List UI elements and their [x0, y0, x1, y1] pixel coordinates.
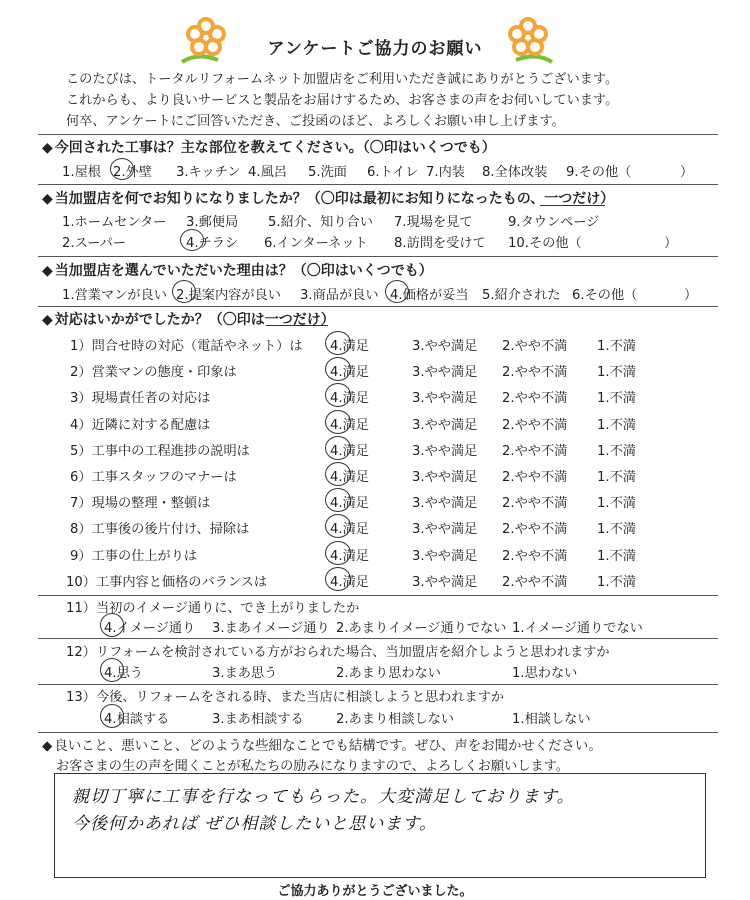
q2-opt-7[interactable]: 7.現場を見て — [394, 215, 473, 230]
q4-item-1-opt-3[interactable]: 3.やや満足 — [412, 339, 478, 354]
q3-opt-5[interactable]: 5.紹介された — [482, 288, 561, 303]
q4-item-3-opt-1[interactable]: 1.不満 — [597, 391, 636, 406]
q4-item-10-opt-4[interactable]: 4.満足 — [330, 575, 369, 590]
q2-opt-9[interactable]: 9.タウンページ — [508, 215, 600, 230]
q1-opt-6[interactable]: 6.トイレ — [367, 165, 419, 180]
q4-item-5-opt-4[interactable]: 4.満足 — [330, 444, 369, 459]
q2-heading: 当加盟店を何でお知りになりましたか？ — [54, 191, 307, 207]
footer-thanks: ご協力ありがとうございました。 — [277, 884, 473, 899]
q3-note: （〇印はいくつでも） — [292, 263, 433, 279]
q1-note: （〇印はいくつでも） — [362, 140, 496, 156]
q2-opt-4[interactable]: 4.チラシ — [186, 236, 239, 251]
q1-opt-5[interactable]: 5.洗面 — [308, 165, 347, 180]
intro-line-1: このたびは、トータルリフォームネット加盟店をご利用いただき誠にありがとうございます。 — [66, 72, 619, 87]
q4-item-4-opt-2[interactable]: 2.やや不満 — [502, 418, 568, 433]
q4-item-6-answer-circle — [325, 462, 351, 486]
q4-item-2-opt-2[interactable]: 2.やや不満 — [502, 365, 568, 380]
q11-opt-4[interactable]: 4.イメージ通り — [104, 621, 196, 636]
q4-item-4-opt-4[interactable]: 4.満足 — [330, 418, 369, 433]
q1-opt-3[interactable]: 3.キッチン — [176, 165, 241, 180]
q2-note: （〇印は最初にお知りになったもの、一つだけ） — [306, 191, 615, 207]
q2-opt-5[interactable]: 5.紹介、知り合い — [268, 215, 373, 230]
q4-item-5-opt-1[interactable]: 1.不満 — [597, 444, 636, 459]
q4-item-3-answer-circle — [325, 383, 351, 407]
q4-item-7-opt-1[interactable]: 1.不満 — [597, 496, 636, 511]
q4-item-7-answer-circle — [325, 488, 351, 512]
q4-item-label: 10）工事内容と価格のバランスは — [66, 575, 268, 590]
q3-opt-6-close: ） — [684, 288, 698, 303]
q4-item-label: 3）現場責任者の対応は — [70, 391, 211, 406]
q2-note-underline — [540, 205, 605, 206]
q2-opt-3[interactable]: 3.郵便局 — [186, 215, 239, 230]
q3-opt-1[interactable]: 1.営業マンが良い — [62, 288, 167, 303]
q4-item-1-answer-circle — [325, 331, 351, 355]
q4-item-2-opt-3[interactable]: 3.やや満足 — [412, 365, 478, 380]
q3-opt-6[interactable]: 6.その他（ — [572, 288, 638, 303]
q4-item-2-opt-1[interactable]: 1.不満 — [597, 365, 636, 380]
q4-item-9-answer-circle — [325, 541, 351, 565]
q4-item-label: 6）工事スタッフのマナーは — [70, 470, 237, 485]
q4-item-2-answer-circle — [325, 357, 351, 381]
q12-opt-1[interactable]: 1.思わない — [512, 666, 578, 681]
divider — [38, 306, 718, 307]
q12-label: 12）リフォームを検討されている方がおられた場合、当加盟店を紹介しようと思われますか — [66, 645, 610, 660]
handwritten-comment-1: 親切丁寧に工事を行なってもらった。大変満足しております。 — [72, 787, 575, 807]
q4-note-underline — [266, 325, 328, 326]
q4-item-3-opt-2[interactable]: 2.やや不満 — [502, 391, 568, 406]
q12-answer-circle — [100, 658, 124, 682]
q4-item-1-opt-1[interactable]: 1.不満 — [597, 339, 636, 354]
q3-opt-4[interactable]: 4.価格が妥当 — [390, 288, 469, 303]
q4-item-7-opt-4[interactable]: 4.満足 — [330, 496, 369, 511]
q2-heading-row: ◆ 当加盟店を何でお知りになりましたか？（〇印は最初にお知りになったもの、一つだけ） — [42, 191, 615, 207]
q4-item-1-opt-2[interactable]: 2.やや不満 — [502, 339, 568, 354]
q4-item-7-opt-3[interactable]: 3.やや満足 — [412, 496, 478, 511]
q4-item-4-opt-1[interactable]: 1.不満 — [597, 418, 636, 433]
comments-heading-row: ◆ 良いこと、悪いこと、どのような些細なことでも結構です。ぜひ、声をお聞かせください。 — [42, 739, 602, 754]
q11-opt-3[interactable]: 3.まあイメージ通り — [212, 621, 330, 636]
q3-answer-circle-2 — [172, 280, 196, 303]
q1-answer-circle — [110, 158, 134, 180]
q13-opt-2[interactable]: 2.あまり相談しない — [336, 712, 455, 727]
q4-item-label: 7）現場の整理・整頓は — [70, 496, 211, 511]
q4-item-8-answer-circle — [325, 514, 351, 538]
q12-opt-4[interactable]: 4.思う — [104, 666, 143, 681]
divider — [38, 134, 718, 135]
q11-opt-2[interactable]: 2.あまりイメージ通りでない — [336, 621, 507, 636]
q4-item-label: 4）近隣に対する配慮は — [70, 418, 211, 433]
q4-heading-row: ◆ 対応はいかがでしたか？（〇印は一つだけ） — [42, 312, 335, 328]
q4-note: （〇印は一つだけ） — [208, 312, 335, 328]
q1-opt-9-close: ） — [680, 165, 694, 180]
q3-heading-row: ◆ 当加盟店を選んでいただいた理由は？（〇印はいくつでも） — [42, 263, 433, 279]
divider — [38, 684, 718, 685]
q4-item-6-opt-1[interactable]: 1.不満 — [597, 470, 636, 485]
q11-answer-circle — [100, 613, 124, 637]
q2-answer-circle — [180, 229, 204, 251]
q1-heading: 今回された工事は？主な部位を教えてください。 — [54, 140, 363, 156]
q4-item-5-opt-2[interactable]: 2.やや不満 — [502, 444, 568, 459]
q1-opt-2[interactable]: 2.外壁 — [113, 165, 152, 180]
divider — [38, 184, 718, 185]
q4-item-2-opt-4[interactable]: 4.満足 — [330, 365, 369, 380]
q1-opt-1[interactable]: 1.屋根 — [62, 165, 101, 180]
q4-item-6-opt-2[interactable]: 2.やや不満 — [502, 470, 568, 485]
q4-item-10-answer-circle — [325, 567, 351, 591]
q4-item-8-opt-4[interactable]: 4.満足 — [330, 522, 369, 537]
q4-item-10-opt-3[interactable]: 3.やや満足 — [412, 575, 478, 590]
q4-item-7-opt-2[interactable]: 2.やや不満 — [502, 496, 568, 511]
q4-item-8-opt-1[interactable]: 1.不満 — [597, 522, 636, 537]
q13-opt-3[interactable]: 3.まあ相談する — [212, 712, 304, 727]
q4-item-9-opt-4[interactable]: 4.満足 — [330, 549, 369, 564]
q3-heading: 当加盟店を選んでいただいた理由は？ — [54, 263, 293, 279]
q4-item-3-opt-4[interactable]: 4.満足 — [330, 391, 369, 406]
q4-item-9-opt-3[interactable]: 3.やや満足 — [412, 549, 478, 564]
q4-item-label: 1）問合せ時の対応（電話やネット）は — [70, 339, 303, 354]
q4-item-9-opt-2[interactable]: 2.やや不満 — [502, 549, 568, 564]
q4-item-6-opt-3[interactable]: 3.やや満足 — [412, 470, 478, 485]
q2-opt-10-close: ） — [664, 236, 678, 251]
q2-opt-1[interactable]: 1.ホームセンター — [62, 215, 167, 230]
q1-opt-9[interactable]: 9.その他（ — [566, 165, 632, 180]
comments-line-2: お客さまの生の声を聞くことが私たちの励みになりますので、よろしくお願いします。 — [56, 759, 569, 774]
q11-opt-1[interactable]: 1.イメージ通りでない — [512, 621, 643, 636]
q4-item-label: 5）工事中の工程進捗の説明は — [70, 444, 250, 459]
q4-item-label: 9）工事の仕上がりは — [70, 549, 198, 564]
q4-item-1-opt-4[interactable]: 4.満足 — [330, 339, 369, 354]
q4-item-10-opt-1[interactable]: 1.不満 — [597, 575, 636, 590]
q4-item-label: 2）営業マンの態度・印象は — [70, 365, 237, 380]
q4-item-4-answer-circle — [325, 410, 351, 434]
q11-label: 11）当初のイメージ通りに、でき上がりましたか — [66, 601, 360, 616]
q4-heading: 対応はいかがでしたか？ — [54, 312, 209, 328]
intro-line-3: 何卒、アンケートにご回答いただき、ご投函のほど、よろしくお願い申し上げます。 — [66, 114, 565, 129]
q4-item-3-opt-3[interactable]: 3.やや満足 — [412, 391, 478, 406]
q2-opt-8[interactable]: 8.訪問を受けて — [394, 236, 486, 251]
q4-item-5-answer-circle — [325, 436, 351, 460]
q1-opt-7[interactable]: 7.内装 — [426, 165, 465, 180]
q2-opt-6[interactable]: 6.インターネット — [264, 236, 368, 251]
q3-opt-2[interactable]: 2.提案内容が良い — [176, 288, 281, 303]
q12-opt-3[interactable]: 3.まあ思う — [212, 666, 278, 681]
q1-heading-row: ◆ 今回された工事は？主な部位を教えてください。（〇印はいくつでも） — [42, 140, 496, 156]
q4-item-label: 8）工事後の後片付け、掃除は — [70, 522, 250, 537]
q13-opt-1[interactable]: 1.相談しない — [512, 712, 591, 727]
q4-item-4-opt-3[interactable]: 3.やや満足 — [412, 418, 478, 433]
handwritten-comment-2: 今後何かあれば ぜひ相談したいと思います。 — [72, 814, 438, 834]
divider — [38, 256, 718, 257]
q12-opt-2[interactable]: 2.あまり思わない — [336, 666, 441, 681]
q2-opt-10[interactable]: 10.その他（ — [508, 236, 582, 251]
q4-item-5-opt-3[interactable]: 3.やや満足 — [412, 444, 478, 459]
q3-answer-circle-4 — [385, 280, 409, 303]
divider — [38, 638, 718, 639]
q1-opt-8[interactable]: 8.全体改装 — [482, 165, 548, 180]
divider — [38, 595, 718, 596]
q4-item-10-opt-2[interactable]: 2.やや不満 — [502, 575, 568, 590]
q13-label: 13）今後、リフォームをされる時、また当店に相談しようと思われますか — [66, 690, 505, 705]
q4-item-6-opt-4[interactable]: 4.満足 — [330, 470, 369, 485]
q2-opt-2[interactable]: 2.スーパー — [62, 236, 127, 251]
q4-item-8-opt-3[interactable]: 3.やや満足 — [412, 522, 478, 537]
q3-opt-3[interactable]: 3.商品が良い — [300, 288, 379, 303]
divider — [38, 732, 718, 733]
q4-item-9-opt-1[interactable]: 1.不満 — [597, 549, 636, 564]
intro-line-2: これからも、より良いサービスと製品をお届けするため、お客さまの声をお伺いしています。 — [66, 93, 619, 108]
comments-line-1: 良いこと、悪いこと、どのような些細なことでも結構です。ぜひ、声をお聞かせください。 — [54, 739, 602, 754]
page-title: アンケートご協力のお願い — [267, 39, 483, 59]
q4-item-8-opt-2[interactable]: 2.やや不満 — [502, 522, 568, 537]
q13-answer-circle — [100, 704, 124, 728]
q1-opt-4[interactable]: 4.風呂 — [248, 165, 287, 180]
q13-opt-4[interactable]: 4.相談する — [104, 712, 170, 727]
